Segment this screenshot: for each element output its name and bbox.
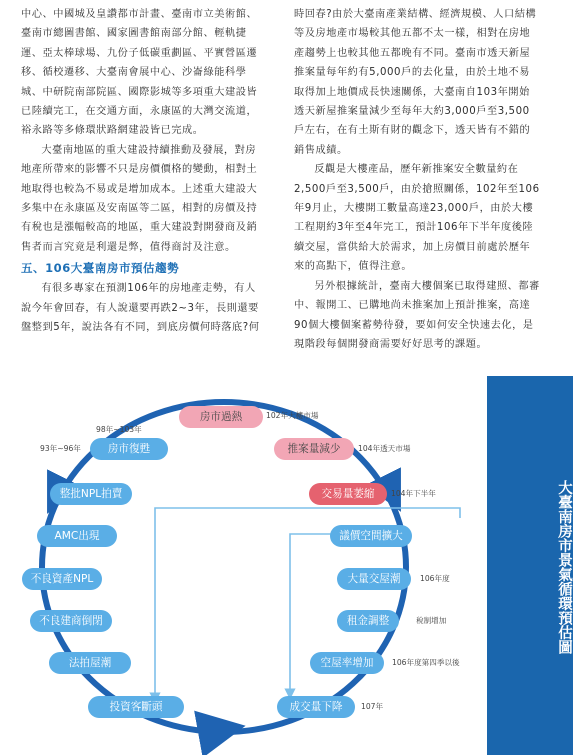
connector-left: [155, 508, 460, 698]
ring-arrow-bottom: [200, 730, 222, 734]
node-handover-wave: 大量交屋潮: [337, 568, 411, 590]
label-104-second-half: 104年下半年: [391, 489, 436, 498]
left-paragraph-3: 有很多專家在預測106年的房地產走勢，有人說今年會回春，有人說還要再跌2~3年，長則還要盤整到5年，說法各有不同，到底房價何時落底?何: [21, 283, 260, 334]
label-107-year: 107年: [361, 702, 384, 711]
node-amc: AMC出現: [37, 525, 117, 547]
label-93-96: 93年~96年: [40, 444, 81, 453]
node-developer-bankrupt: 不良建商倒閉: [30, 610, 112, 632]
right-paragraph-2: 反觀是大樓產品，歷年新推案安全數量約在2,500戶至3,500戶，由於搶照關係，102年至106年9月止，大樓開工數量高達23,000戶，由於大樓工程期約3年至4年完工，預計106年下半年度後陸續交屋，當供給大於需求，加上房價目前處於歷年來的高點下，值得注意。: [294, 164, 540, 273]
node-launch-decrease: 推案量減少: [274, 438, 354, 460]
node-investor-margin-call: 投資客斷頭: [88, 696, 184, 718]
node-vacancy-rise: 空屋率增加: [310, 652, 384, 674]
label-106-q4: 106年度第四季以後: [392, 658, 460, 667]
node-bargain-space: 議價空間擴大: [330, 525, 412, 547]
left-paragraph-1: 中心、中國城及皇讚都市計畫、臺南市立美術館、臺南市總圖書館、國家圖書館南部分館、輕軌捷運、亞太棒球場、九份子低碳重劃區、平實營區遷移、循校遷移、大臺南會展中心、沙崙綠能科學城、中研院南部院區、國際影城等多項重大建設皆已陸續完工，在交通方面，永康區的大灣交流道，裕永路等多條環狀路網建設皆已完成。: [21, 9, 258, 137]
section-title: 五、106大臺南房市預估趨勢: [21, 261, 180, 276]
right-text-column: [294, 5, 540, 354]
node-rent-adjust: 租金調整: [337, 610, 399, 632]
side-title: 大臺南房市景氣循環預估圖: [556, 480, 572, 654]
label-102-tower: 102年大樓市場: [266, 411, 319, 420]
node-npl: 不良資產NPL: [22, 568, 102, 590]
node-market-recovery: 房市復甦: [90, 438, 168, 460]
side-title-panel: [487, 376, 573, 755]
label-98-103: 98年~103年: [96, 425, 142, 434]
node-npl-auction: 整批NPL拍賣: [50, 483, 132, 505]
label-tax-increase: 稅制增加: [416, 616, 447, 625]
node-volume-drop: 成交量下降: [277, 696, 355, 718]
left-paragraph-2: 大臺南地區的重大建設持續推動及發展，對房地產所帶來的影響不只是房價價格的變動，相對土地取得也較為不易或是增加成本。上述重大建設大多集中在永康區及安南區等二區，相對的房價及持有稅也是漲幅較高的地區，重大建設對開發商及銷售者而言究竟是利還是弊，值得商討及注意。: [21, 144, 258, 253]
node-overheated: 房市過熱: [179, 406, 263, 428]
label-104-house: 104年透天市場: [358, 444, 411, 453]
left-text-column: [21, 5, 265, 338]
right-paragraph-3: 另外根據統計，臺南大樓個案已取得建照、都審中、報開工、已購地尚未推案加上預計推案，高達90個大樓個案蓄勢待發，要如何安全快速去化，是現階段每個開發商需要好好思考的課題。: [294, 280, 540, 350]
label-106-year: 106年度: [420, 574, 450, 583]
node-foreclosure-wave: 法拍屋潮: [49, 652, 131, 674]
right-paragraph-1: 時回春?由於大臺南產業結構、經濟規模、人口結構等及房地產市場較其他五都不太一樣，相對在房地產趨勢上也較其他五都晚有不同。臺南市透天新屋推案量每年約有5,000戶的去化量，由於土地不易取得加上地價成長快速關係，大臺南自103年開始透天新屋推案量減少至每年大約3,000戶至3,500戶左右，在有土斯有財的觀念下，透天皆有不錯的銷售成績。: [294, 9, 537, 156]
node-volume-shrink: 交易量萎縮: [309, 483, 387, 505]
